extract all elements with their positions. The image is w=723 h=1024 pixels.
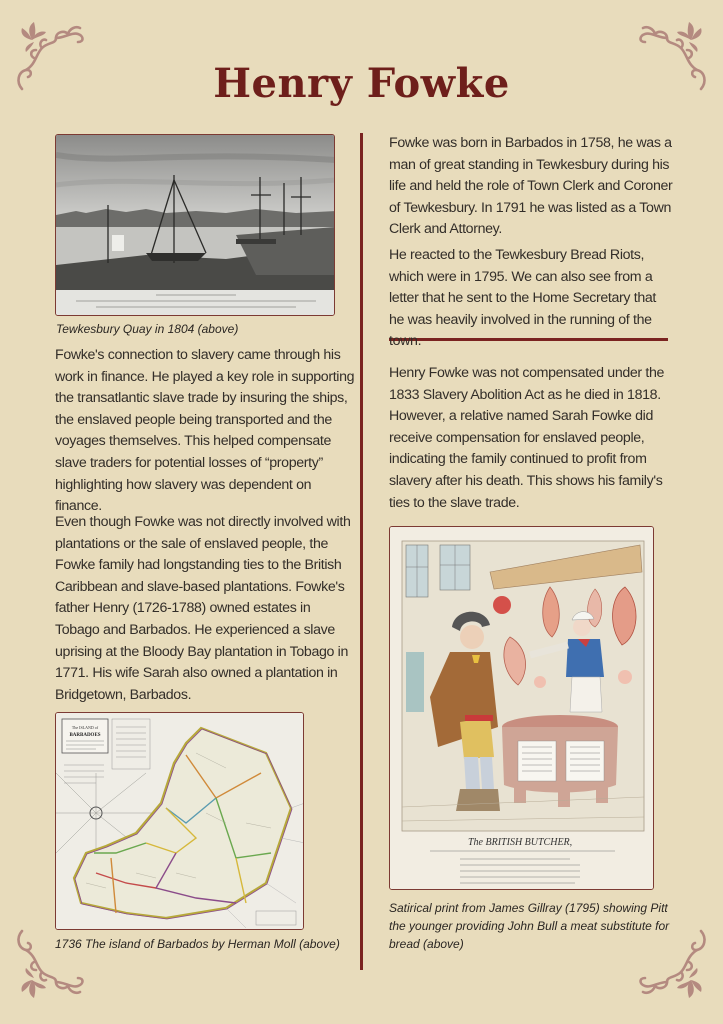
quay-engraving — [56, 135, 335, 316]
svg-text:BARBADOES: BARBADOES — [69, 733, 101, 738]
family-ties-paragraph: Even though Fowke was not directly involved with plantations or the sale of enslaved people, the Fowke family had longstanding ties to the British Caribbean and slave-based plantations. Fowke's father Henry (1726-1788) owned estates in Tobago and Barbados. He experienced a slave uprising at the Bloody Bay plantation in Tobago in 1771. His wife Sarah also owned a plantation in Bridgetown, Barbados. — [55, 514, 351, 703]
gillray-caption: Satirical print from James Gillray (1795) showing Pitt the younger providing John Bull a meat substitute for bread (above) — [389, 901, 670, 951]
barbados-map — [56, 713, 304, 930]
map-caption: 1736 The island of Barbados by Herman Moll (above) — [55, 937, 340, 951]
compensation-paragraph: Henry Fowke was not compensated under the 1833 Slavery Abolition Act as he died in 1818. However, a relative named Sarah Fowke did receive compensation for enslaved people, indicating the family continued to profit from slavery after his death. This shows his family's ties to the slave trade. — [389, 365, 665, 511]
gillray-print-image — [389, 526, 654, 890]
quay-caption: Tewkesbury Quay in 1804 (above) — [56, 322, 239, 336]
tewkesbury-quay-image — [55, 134, 335, 316]
finance-paragraph: Fowke's connection to slavery came through his work in finance. He played a key role in supporting the transatlantic slave trade by insuring the ships, the enslaved people being transported and the voyages themselves. This helped compensate slave traders for potential losses of “property” highlighting how slavery was dependent on finance. — [55, 347, 355, 515]
page-title: Henry Fowke — [213, 60, 510, 107]
biography-paragraph: Fowke was born in Barbados in 1758, he was a man of great standing in Tewkesbury during his life and held the role of Town Clerk and Coroner of Tewkesbury. In 1791 he was listed as a Town Clerk and Attorney. — [389, 135, 673, 238]
column-divider — [360, 133, 363, 970]
british-butcher-print — [390, 527, 654, 890]
svg-text:The ISLAND of: The ISLAND of — [71, 725, 99, 730]
barbados-map-image — [55, 712, 304, 930]
print-title: The BRITISH BUTCHER, — [468, 837, 573, 848]
bread-riots-paragraph: He reacted to the Tewkesbury Bread Riots, which were in 1795. We can also see from a letter that he sent to the Home Secretary that he was heavily involved in the running of the town. — [389, 247, 657, 350]
